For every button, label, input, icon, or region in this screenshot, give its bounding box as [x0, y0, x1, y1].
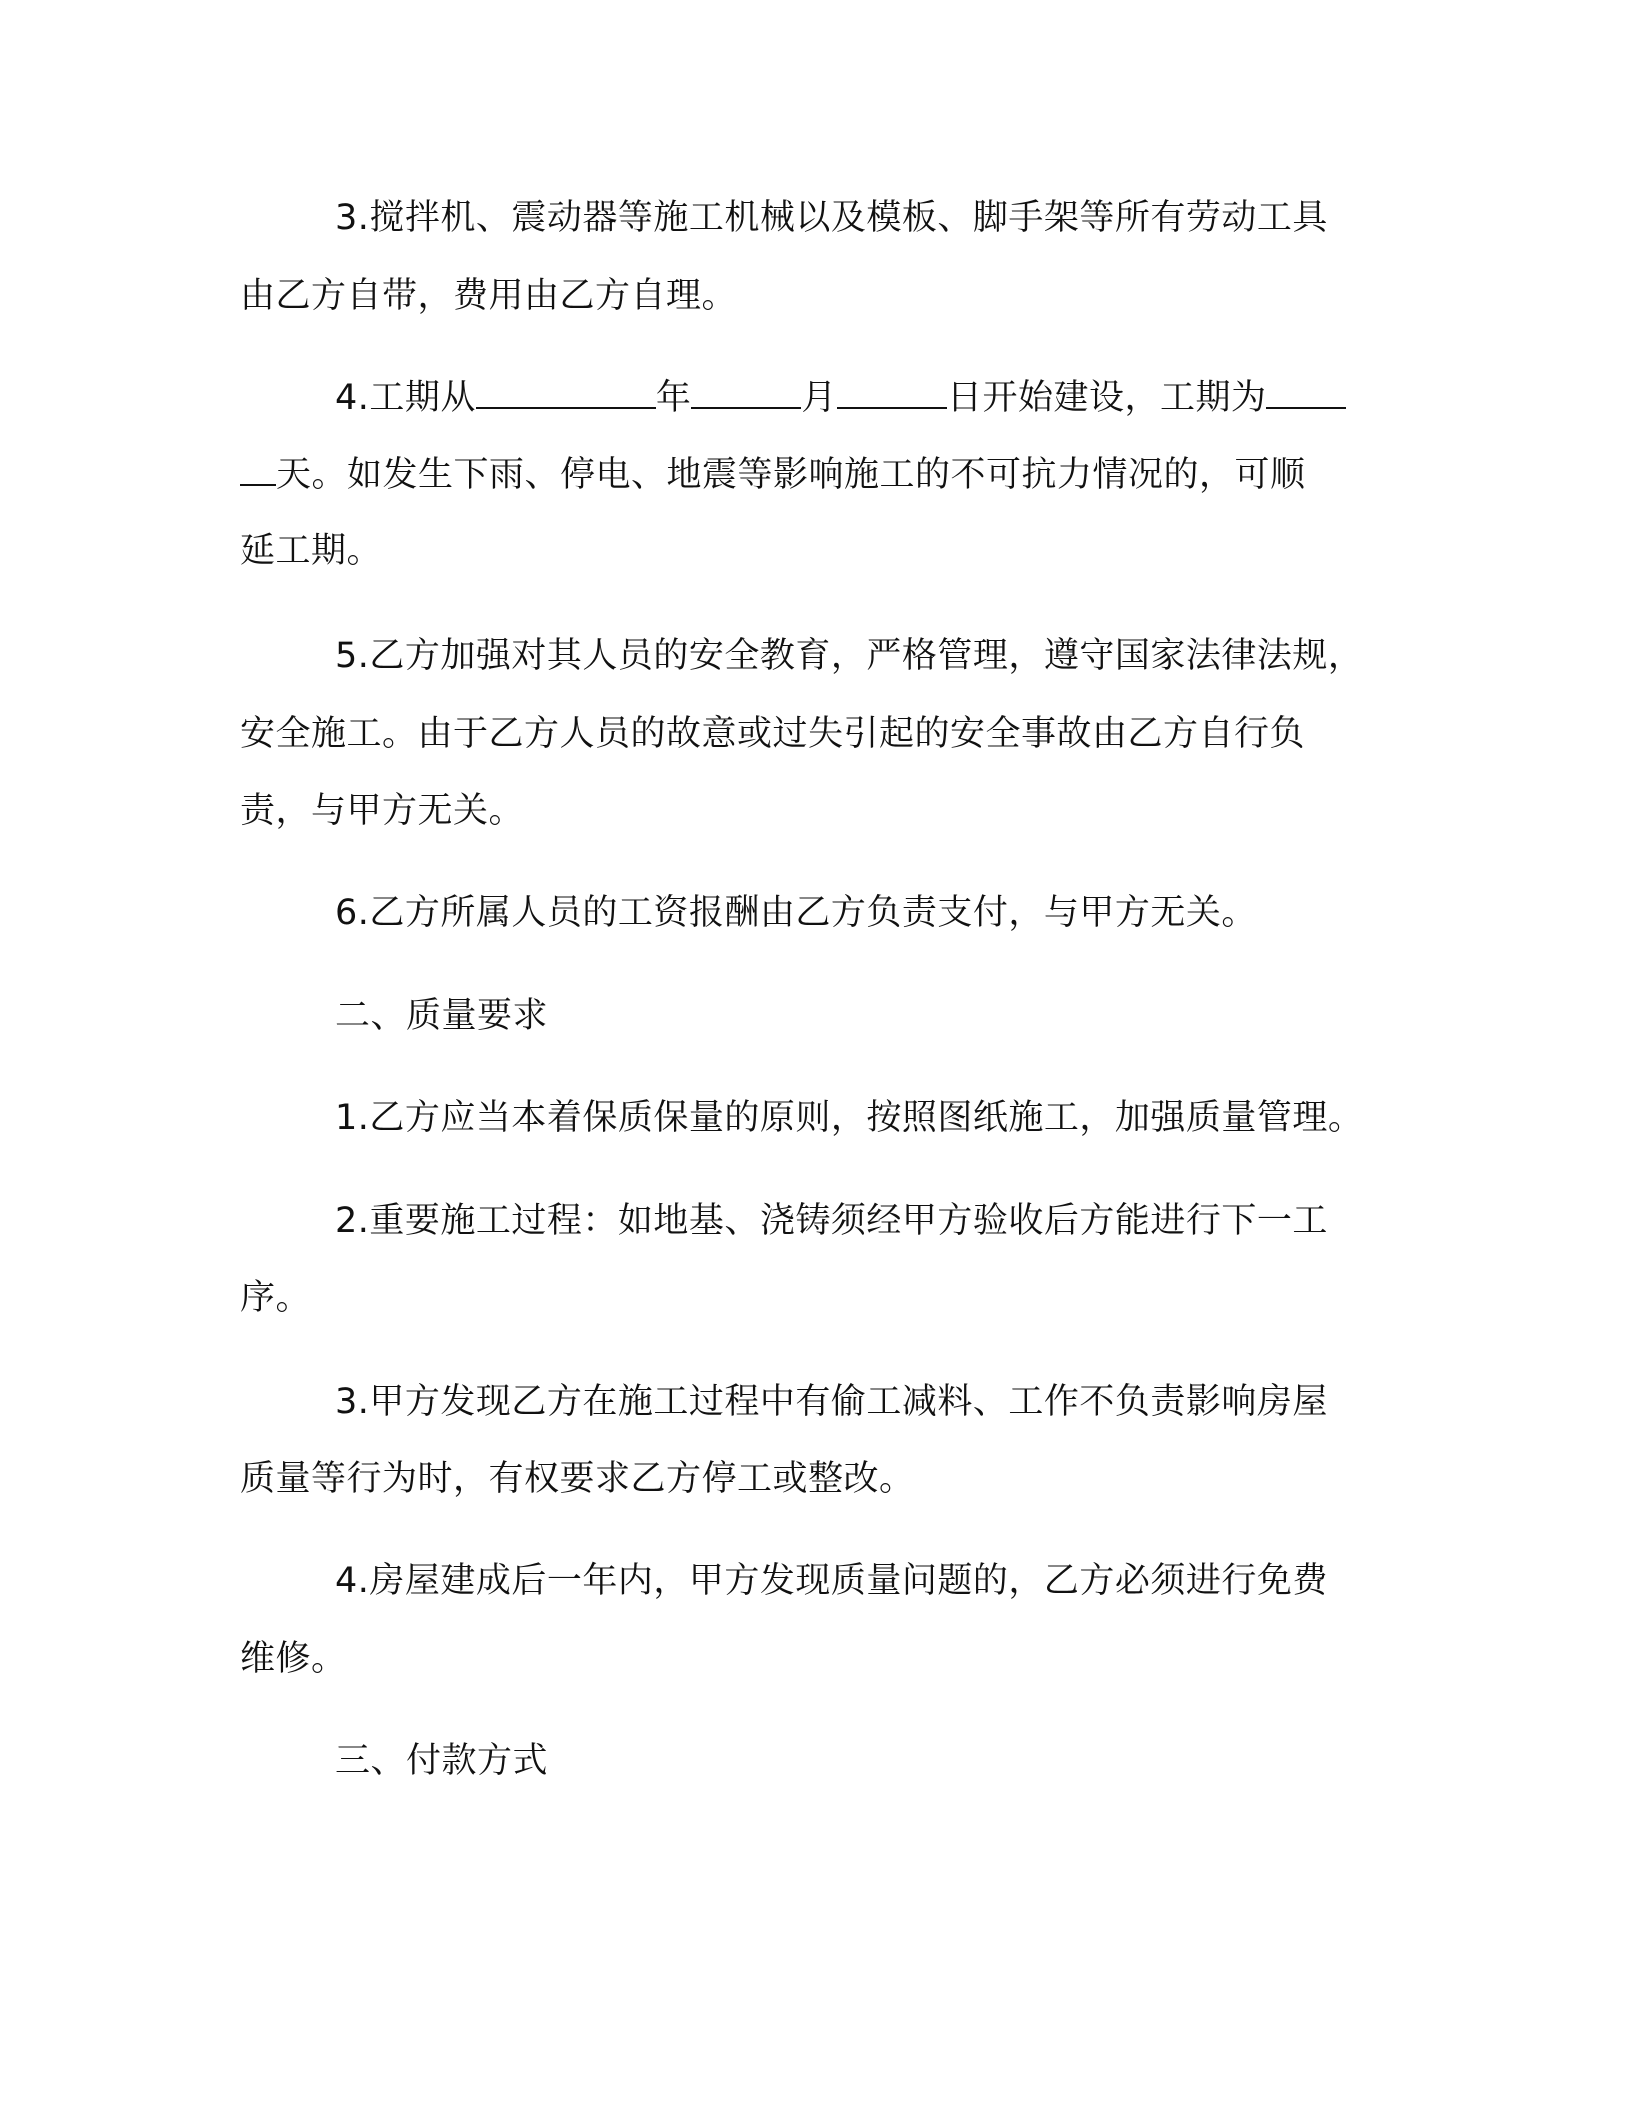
- quality-clause-1: 1.乙方应当本着保质保量的原则，按照图纸施工，加强质量管理。: [335, 1098, 1364, 1138]
- clause-3-line-1: 3.搅拌机、震动器等施工机械以及模板、脚手架等所有劳动工具: [335, 198, 1328, 238]
- duration-blank-part-2: [240, 452, 276, 486]
- clause-4-line-3: 延工期。: [240, 531, 383, 571]
- start-year-blank: [476, 375, 656, 409]
- clause-4-line-2-text: 天。如发生下雨、停电、地震等影响施工的不可抗力情况的，可顺: [276, 455, 1306, 495]
- quality-clause-3-line-2: 质量等行为时，有权要求乙方停工或整改。: [240, 1459, 915, 1499]
- clause-5-line-1: 5.乙方加强对其人员的安全教育，严格管理，遵守国家法律法规，: [335, 636, 1364, 676]
- quality-clause-2-line-1: 2.重要施工过程：如地基、浇铸须经甲方验收后方能进行下一工: [335, 1201, 1328, 1241]
- month-label: 月: [801, 378, 837, 418]
- section-3-heading: 三、付款方式: [335, 1741, 549, 1781]
- clause-4-prefix: 4.工期从: [335, 378, 476, 418]
- start-month-blank: [691, 375, 801, 409]
- year-label: 年: [655, 378, 692, 418]
- clause-6: 6.乙方所属人员的工资报酬由乙方负责支付，与甲方无关。: [335, 893, 1257, 933]
- quality-clause-4-line-1: 4.房屋建成后一年内，甲方发现质量问题的，乙方必须进行免费: [335, 1561, 1328, 1601]
- duration-blank-part-1: [1266, 375, 1346, 409]
- start-day-blank: [837, 375, 947, 409]
- clause-5-line-3: 责，与甲方无关。: [240, 791, 525, 831]
- quality-clause-4-line-2: 维修。: [240, 1639, 347, 1679]
- clause-4-line-1: [335, 374, 1495, 422]
- quality-clause-2-line-2: 序。: [240, 1278, 312, 1318]
- day-start-text: 日开始建设，工期为: [946, 378, 1267, 418]
- section-2-heading: 二、质量要求: [335, 996, 549, 1036]
- clause-4-line-2: [240, 451, 1400, 499]
- quality-clause-3-line-1: 3.甲方发现乙方在施工过程中有偷工减料、工作不负责影响房屋: [335, 1382, 1328, 1422]
- clause-5-line-2: 安全施工。由于乙方人员的故意或过失引起的安全事故由乙方自行负: [240, 714, 1306, 754]
- clause-3-line-2: 由乙方自带，费用由乙方自理。: [240, 276, 738, 316]
